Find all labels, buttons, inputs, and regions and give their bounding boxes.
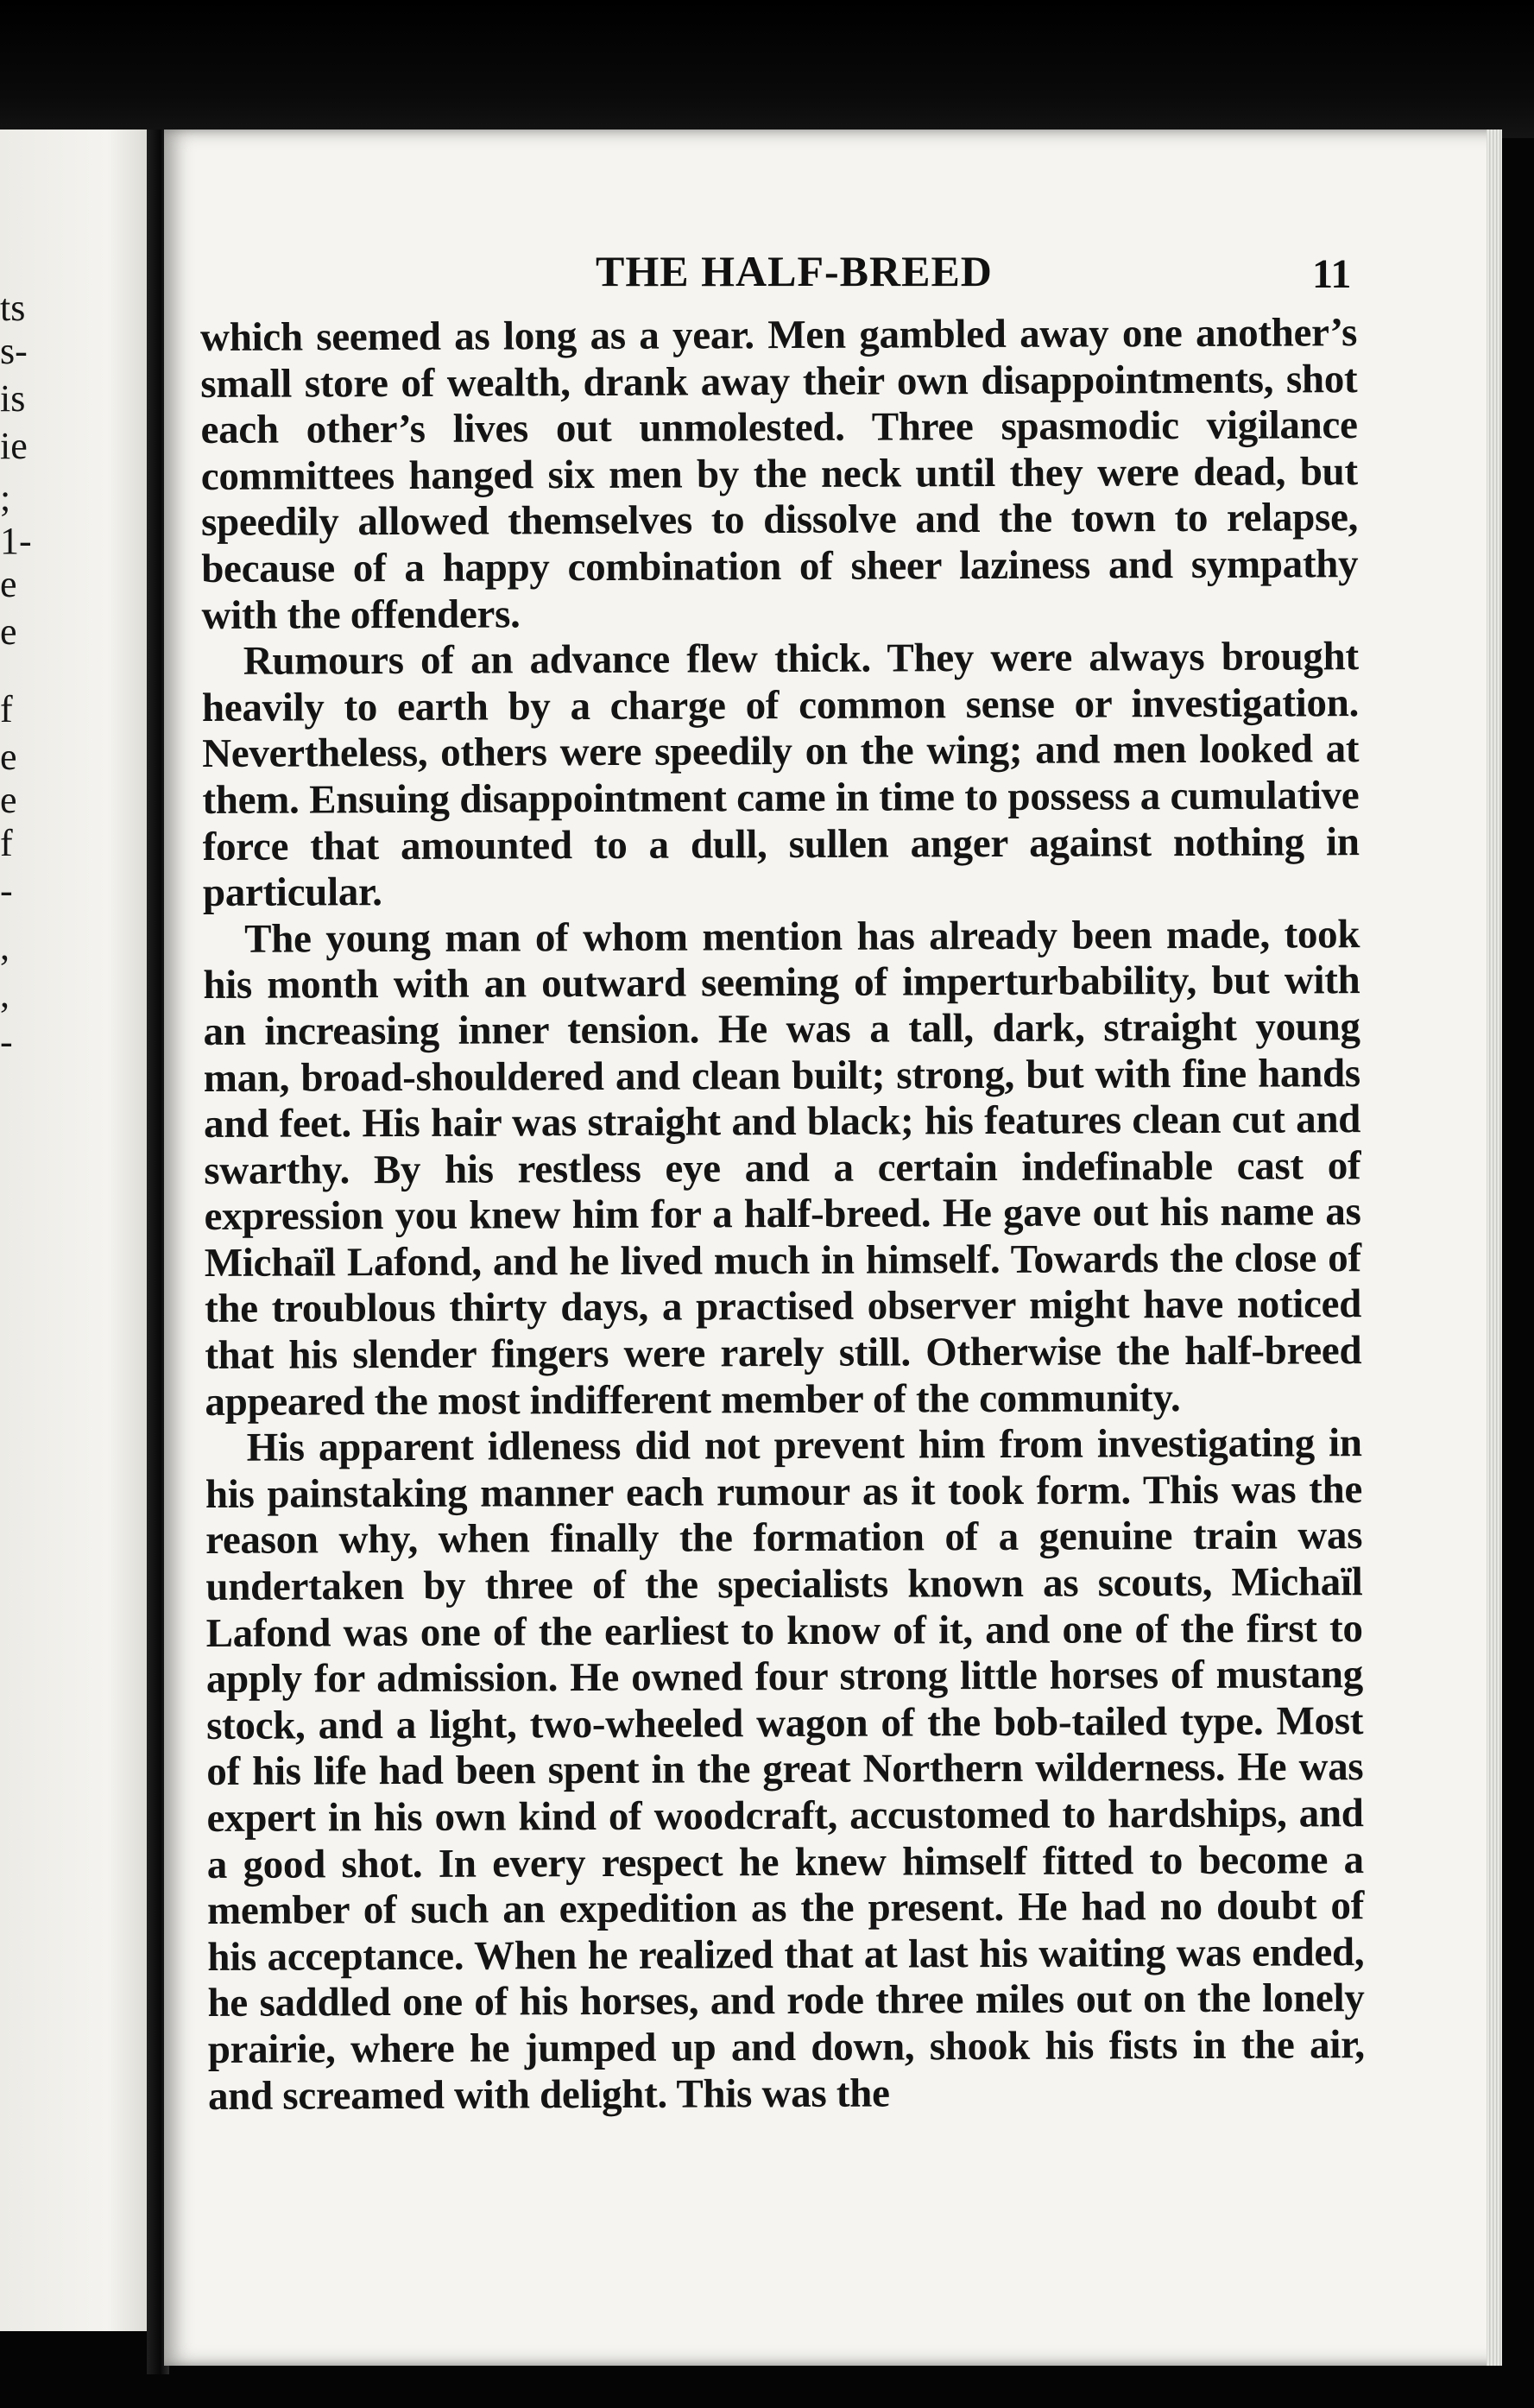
left-page-fragment: is [0,377,26,420]
paragraph: which seemed as long as a year. Men gambled away one another’s small store of wealth, drank away their own disappointments, shot each other’s lives out unmolested. Three spasmodic vigilance committees hanged six men by the neck until they were dead, but speedily allowed themselves to dissolve and the town to relapse, because of a happy combination of sheer laziness and sympathy with the offenders. [200,310,1359,638]
running-head [164,246,1502,298]
left-page-fragment: 1- [0,520,32,562]
left-page-fragment: f [0,688,13,730]
left-page-fragment: e [0,563,17,605]
left-page-fragment: , [0,926,9,968]
left-page-edge [0,130,154,2331]
left-page-fragment: ie [0,425,28,467]
scan-top-shadow [0,0,1534,138]
left-page-fragment: e [0,610,17,653]
left-page-fragment: ts [0,287,26,329]
left-page-fragment: - [0,869,13,912]
left-page-fragment: , [0,973,9,1015]
left-page-fragment: - [0,1021,13,1063]
paragraph: The young man of whom mention has already been made, took his month with an outward seeming of imperturbability, but with an increasing inner tension. He was a tall, dark, straight young man, broad-shouldered and clean built; strong, but with fine hands and feet. His hair was straight and black; his features clean cut and swarthy. By his restless eye and a certain indefinable cast of expression you knew him for a half-breed. He gave out his name as Michaïl Lafond, and he lived much in himself. Towards the close of the troublous thirty days, a practised observer might have noticed that his slender fingers were rarely still. Otherwise the half-breed appeared the most indifferent member of the community. [203,911,1362,1425]
page-stack-edge [1487,130,1502,2366]
page-number: 11 [1312,251,1352,297]
left-page-fragment: s- [0,330,28,372]
body-text [200,310,1365,2120]
left-page-fragment: ; [0,477,11,519]
paragraph: Rumours of an advance flew thick. They were always brought heavily to earth by a charge of common sense or investigation. Nevertheless, others were speedily on the wing; and men looked at them. Ensuing disappointment came in time to possess a cumulative force that amounted to a dull, sullen anger against nothing in particular. [201,634,1360,916]
book-page [164,130,1502,2366]
left-page-fragment: f [0,822,13,864]
running-title: THE HALF-BREED [596,247,993,295]
left-page-fragment: e [0,736,17,778]
left-page-fragment: e [0,779,17,821]
paragraph: His apparent idleness did not prevent him from investigating in his painstaking manner each rumour as it took form. This was the reason why, when finally the formation of a genuine train was undertaken by three of the specialists known as scouts, Michaïl Lafond was one of the earliest to know of it, and one of the first to apply for admission. He owned four strong little horses of mustang stock, and a light, two-wheeled wagon of the bob-tailed type. Most of his life had been spent in the great Northern wilderness. He was expert in his own kind of woodcraft, accustomed to hardships, and a good shot. In every respect he knew himself fitted to become a member of such an expedition as the present. He had no doubt of his acceptance. When he realized that at last his waiting was ended, he saddled one of his horses, and rode three miles out on the lonely prairie, where he jumped up and down, shook his fists in the air, and screamed with delight. This was the [205,1420,1365,2119]
